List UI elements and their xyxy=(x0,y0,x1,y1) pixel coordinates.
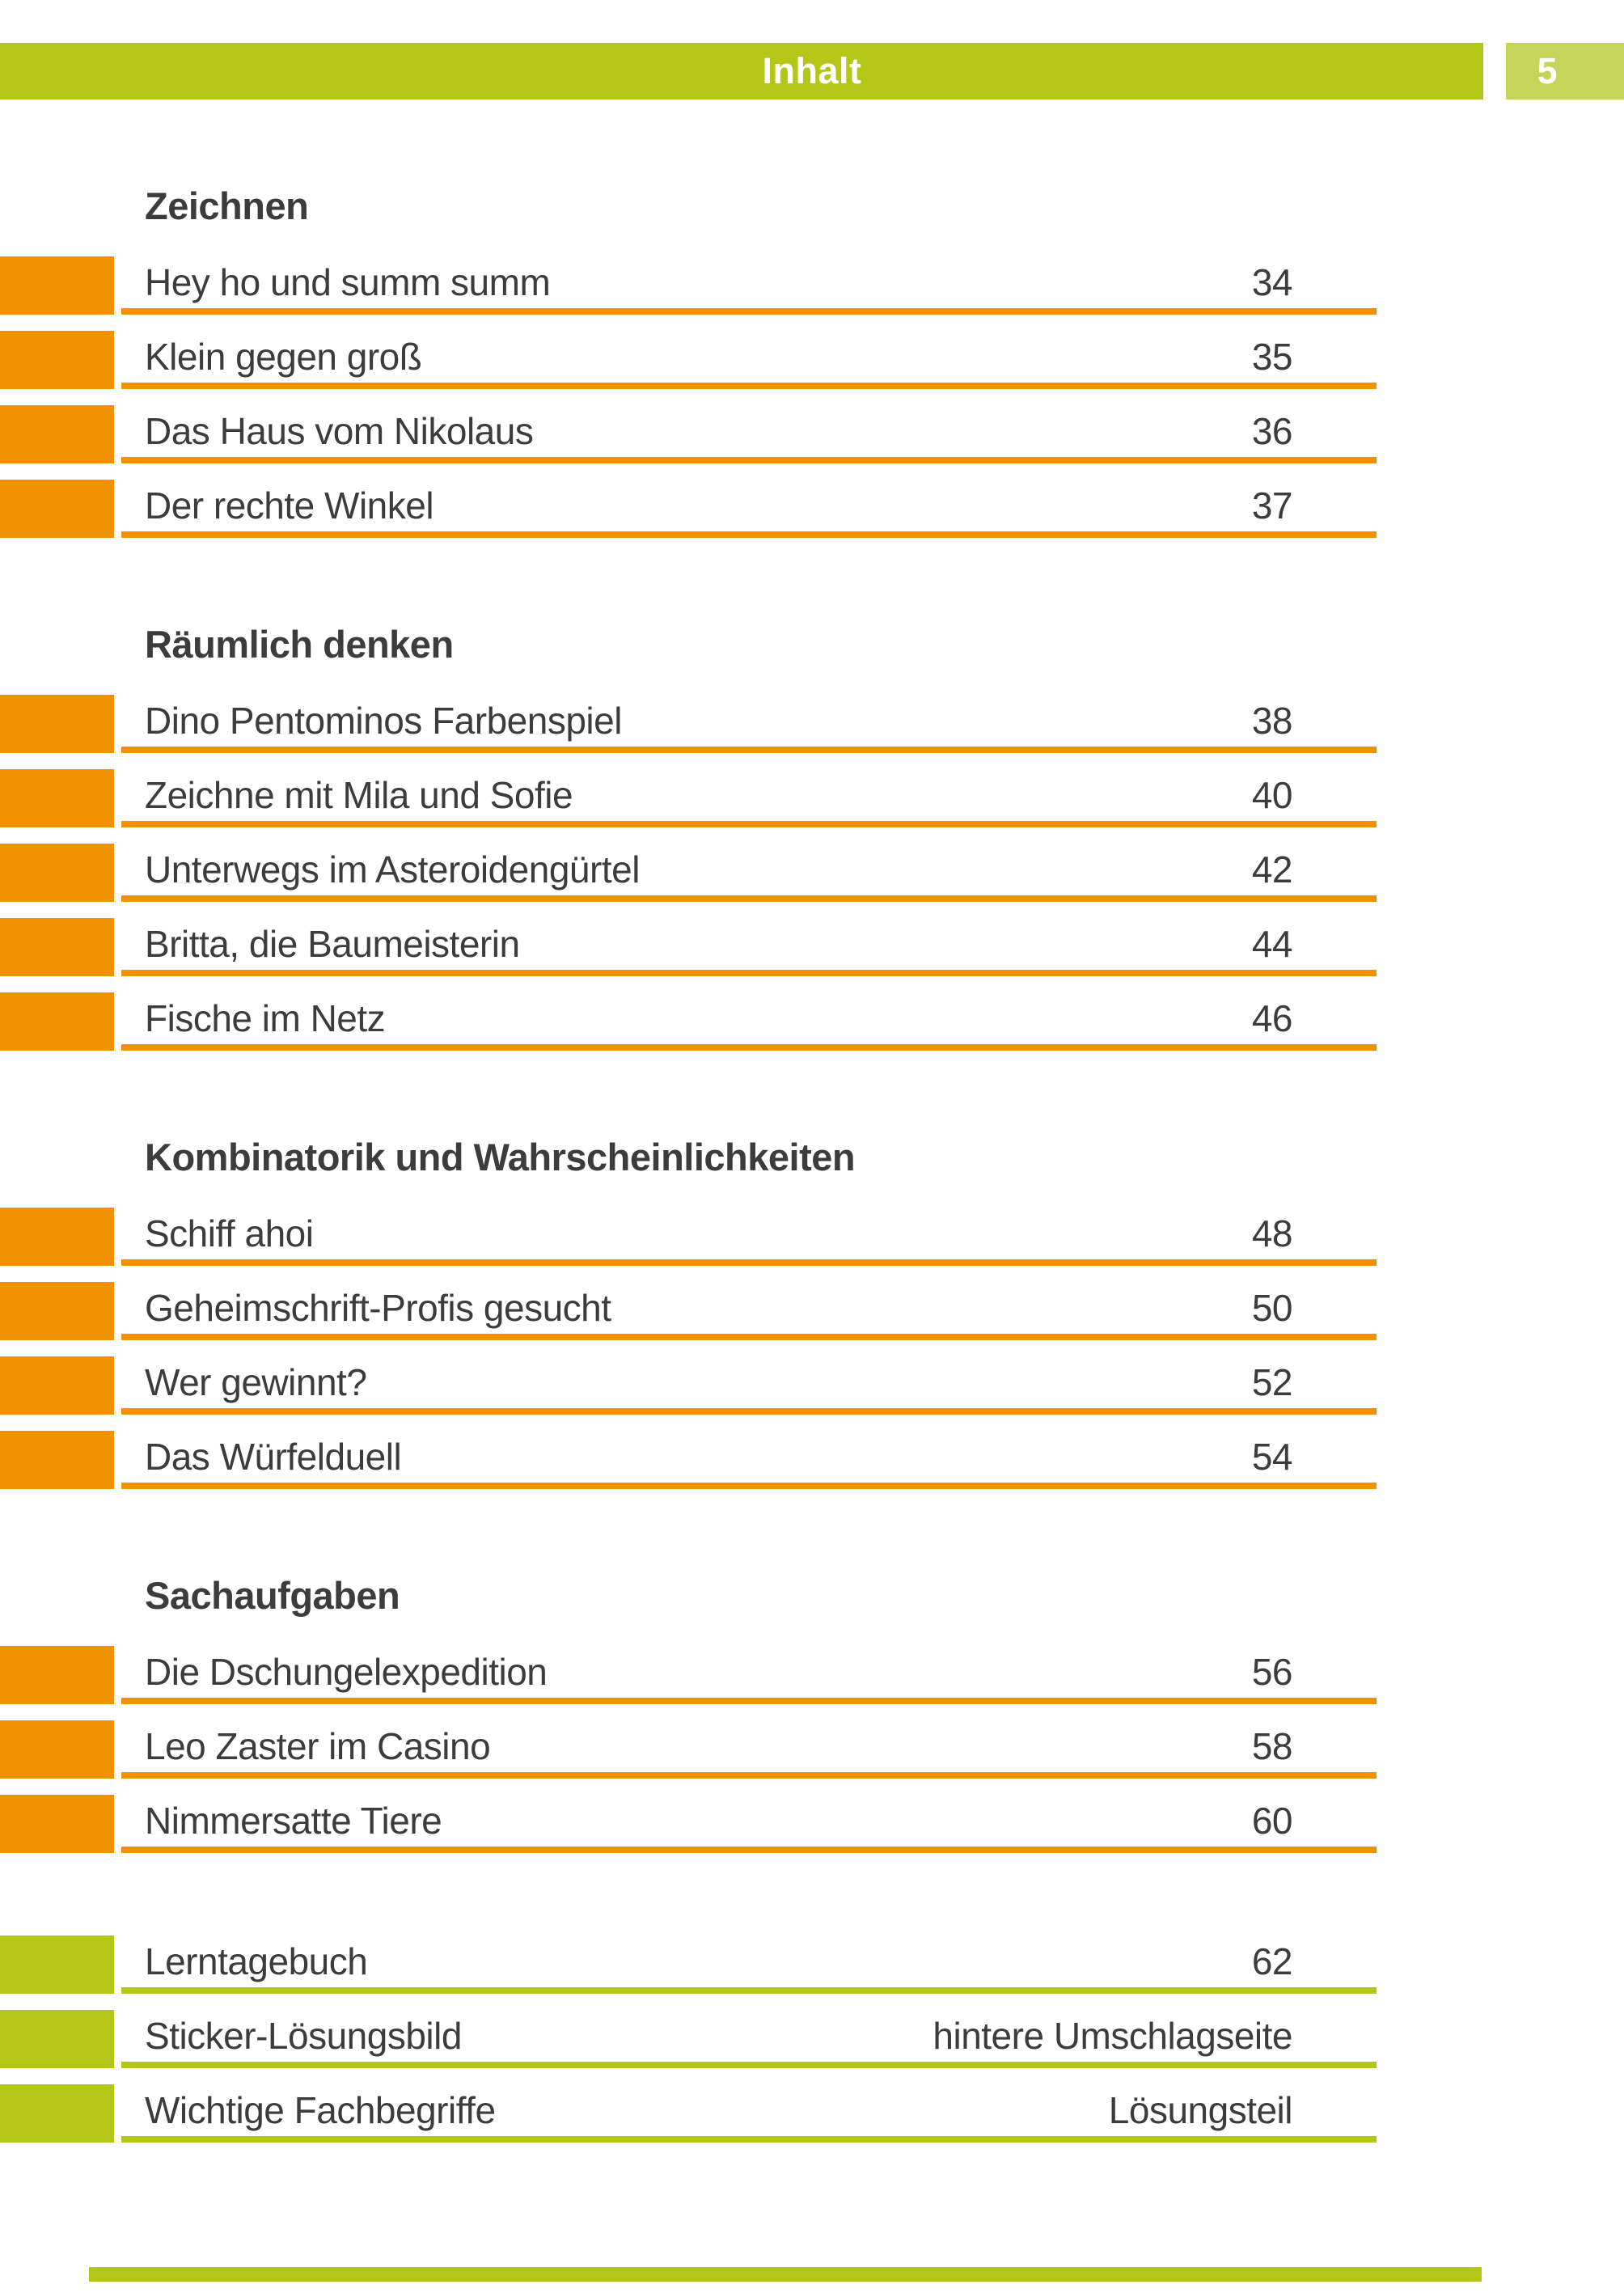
row-marker xyxy=(0,2084,114,2143)
page-title: Inhalt xyxy=(762,50,862,91)
row-underline xyxy=(121,747,1377,753)
row-label: Wer gewinnt? xyxy=(145,1361,367,1403)
toc-row xyxy=(0,902,1624,976)
row-marker xyxy=(0,844,114,902)
row-label: Sticker-Lösungsbild xyxy=(145,2015,462,2057)
section-title: Zeichnen xyxy=(145,184,309,227)
row-label: Dino Pentominos Farbenspiel xyxy=(145,700,622,742)
section-title: Kombinatorik und Wahrscheinlichkeiten xyxy=(145,1136,856,1178)
toc-section xyxy=(0,1135,1624,1489)
row-marker xyxy=(0,331,114,389)
toc-section xyxy=(0,1573,1624,1853)
row-marker xyxy=(0,1208,114,1266)
row-page: hintere Umschlagseite xyxy=(933,2015,1292,2057)
row-label: Das Würfelduell xyxy=(145,1436,402,1478)
row-label: Fische im Netz xyxy=(145,997,386,1039)
row-label: Lerntagebuch xyxy=(145,1940,368,1982)
row-label: Der rechte Winkel xyxy=(145,484,434,527)
row-marker xyxy=(0,1431,114,1489)
row-page: 52 xyxy=(1251,1361,1292,1403)
row-page: 54 xyxy=(1251,1436,1292,1478)
toc xyxy=(0,99,1624,2143)
row-underline xyxy=(121,531,1377,538)
row-underline xyxy=(121,821,1377,827)
row-marker xyxy=(0,1936,114,1994)
toc-row xyxy=(0,1191,1624,1266)
row-marker xyxy=(0,2010,114,2068)
toc-row xyxy=(0,1415,1624,1489)
row-marker xyxy=(0,1646,114,1704)
toc-section xyxy=(0,1919,1624,2143)
row-page: 40 xyxy=(1251,774,1292,816)
row-marker xyxy=(0,405,114,463)
toc-row xyxy=(0,1340,1624,1415)
toc-row xyxy=(0,463,1624,538)
toc-row xyxy=(0,1779,1624,1853)
row-label: Die Dschungelexpedition xyxy=(145,1651,548,1693)
toc-row xyxy=(0,240,1624,315)
row-underline xyxy=(121,1987,1377,1994)
row-label: Nimmersatte Tiere xyxy=(145,1800,442,1842)
page-number: 5 xyxy=(1537,50,1558,91)
footer-rule xyxy=(89,2267,1482,2282)
toc-row xyxy=(0,1266,1624,1340)
section-title: Räumlich denken xyxy=(145,623,454,666)
row-marker xyxy=(0,1356,114,1415)
row-page: 58 xyxy=(1251,1725,1292,1767)
row-underline xyxy=(121,383,1377,389)
row-underline xyxy=(121,1483,1377,1489)
row-underline xyxy=(121,895,1377,902)
row-label: Britta, die Baumeisterin xyxy=(145,923,520,965)
toc-row xyxy=(0,1630,1624,1704)
row-page: Lösungsteil xyxy=(1108,2089,1292,2131)
row-marker xyxy=(0,1282,114,1340)
row-underline xyxy=(121,2062,1377,2068)
page-number-badge xyxy=(1506,43,1624,99)
row-underline xyxy=(121,1698,1377,1704)
row-page: 50 xyxy=(1251,1287,1292,1329)
row-page: 42 xyxy=(1251,848,1292,891)
toc-section xyxy=(0,622,1624,1051)
row-label: Hey ho und summ summ xyxy=(145,261,551,303)
row-underline xyxy=(121,1847,1377,1853)
row-page: 48 xyxy=(1251,1212,1292,1254)
row-page: 35 xyxy=(1251,336,1292,378)
toc-row xyxy=(0,315,1624,389)
row-label: Klein gegen groß xyxy=(145,336,422,378)
toc-row xyxy=(0,1919,1624,1994)
row-page: 62 xyxy=(1251,1940,1292,1982)
toc-section xyxy=(0,184,1624,538)
row-underline xyxy=(121,1044,1377,1051)
toc-row xyxy=(0,1704,1624,1779)
toc-row xyxy=(0,827,1624,902)
row-underline xyxy=(121,457,1377,463)
toc-row xyxy=(0,753,1624,827)
row-underline xyxy=(121,2136,1377,2143)
row-label: Schiff ahoi xyxy=(145,1212,314,1254)
row-label: Wichtige Fachbegriffe xyxy=(145,2089,496,2131)
section-title: Sachaufgaben xyxy=(145,1574,400,1617)
row-label: Das Haus vom Nikolaus xyxy=(145,410,534,452)
row-page: 60 xyxy=(1251,1800,1292,1842)
row-marker xyxy=(0,695,114,753)
row-label: Geheimschrift-Profis gesucht xyxy=(145,1287,611,1329)
row-underline xyxy=(121,1408,1377,1415)
row-marker xyxy=(0,480,114,538)
row-marker xyxy=(0,769,114,827)
toc-row xyxy=(0,976,1624,1051)
row-page: 44 xyxy=(1251,923,1292,965)
row-page: 46 xyxy=(1251,997,1292,1039)
row-underline xyxy=(121,1259,1377,1266)
row-underline xyxy=(121,1334,1377,1340)
toc-row xyxy=(0,1994,1624,2068)
row-label: Unterwegs im Asteroidengürtel xyxy=(145,848,640,891)
row-label: Zeichne mit Mila und Sofie xyxy=(145,774,573,816)
row-page: 37 xyxy=(1251,484,1292,527)
row-page: 56 xyxy=(1251,1651,1292,1693)
row-marker xyxy=(0,1720,114,1779)
row-marker xyxy=(0,256,114,315)
row-marker xyxy=(0,1795,114,1853)
toc-row xyxy=(0,389,1624,463)
row-label: Leo Zaster im Casino xyxy=(145,1725,491,1767)
row-underline xyxy=(121,1772,1377,1779)
row-underline xyxy=(121,970,1377,976)
row-page: 34 xyxy=(1251,261,1292,303)
row-marker xyxy=(0,992,114,1051)
row-page: 36 xyxy=(1251,410,1292,452)
toc-row xyxy=(0,2068,1624,2143)
toc-row xyxy=(0,679,1624,753)
row-underline xyxy=(121,308,1377,315)
row-marker xyxy=(0,918,114,976)
row-page: 38 xyxy=(1251,700,1292,742)
